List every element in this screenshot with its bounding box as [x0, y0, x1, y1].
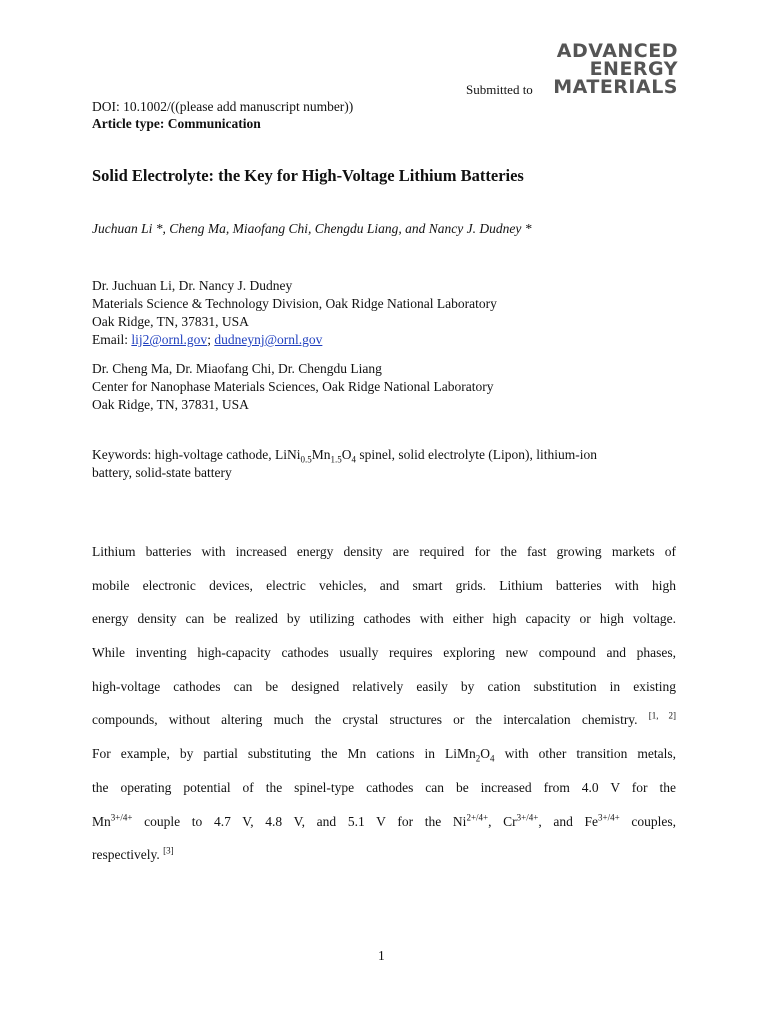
body-line-6: [92, 712, 676, 746]
body-line-5: high-voltage cathodes can be designed relatively easily by cation substitution in existing: [92, 678, 676, 694]
affiliation-1: [92, 277, 497, 349]
paper-title: Solid Electrolyte: the Key for High-Voltage Lithium Batteries: [92, 166, 524, 185]
citation-1-2[interactable]: [1, 2]: [648, 710, 676, 721]
logo-line-1: ADVANCED: [556, 40, 678, 62]
keywords-sub-2: 1.5: [330, 454, 342, 465]
logo-line-2: ENERGY: [589, 58, 678, 80]
body-line-2: mobile electronic devices, electric vehicles, and smart grids. Lithium batteries with high: [92, 577, 676, 593]
body-line-7a: For example, by partial substituting the Mn cations in LiMn: [92, 746, 476, 762]
body-line-7-sub-2: 4: [490, 753, 495, 764]
body-paragraph: [92, 544, 676, 881]
email-link-lij2[interactable]: lij2@ornl.gov: [131, 332, 208, 347]
body-line-9d: , and Fe: [538, 813, 599, 829]
body-line-9: [92, 814, 676, 848]
page-number: 1: [378, 948, 385, 963]
affiliation-2: [92, 360, 494, 414]
doi-line: DOI: 10.1002/((please add manuscript number)): [92, 99, 354, 114]
journal-logo: [544, 42, 678, 98]
keywords-line-2: battery, solid-state battery: [92, 465, 232, 480]
keywords-line-1: [92, 446, 682, 464]
keywords-suffix: spinel, solid electrolyte (Lipon), lithium-ion: [355, 447, 598, 462]
email-separator: ;: [207, 332, 215, 347]
affiliation-2-names: Dr. Cheng Ma, Dr. Miaofang Chi, Dr. Chengdu Liang: [92, 361, 382, 376]
body-line-7-sub-1: 2: [475, 753, 481, 764]
body-line-9-sup-4: 3+/4+: [598, 812, 620, 822]
article-type: Article type: Communication: [92, 116, 261, 131]
body-line-9-sup-2: 2+/4+: [466, 812, 489, 822]
keywords-prefix: Keywords: high-voltage cathode, LiNi: [92, 447, 301, 462]
body-line-7: [92, 746, 676, 780]
affiliation-1-names: Dr. Juchuan Li, Dr. Nancy J. Dudney: [92, 278, 293, 293]
author-list: Juchuan Li *, Cheng Ma, Miaofang Chi, Chengdu Liang, and Nancy J. Dudney *: [92, 221, 532, 236]
body-line-9-sup-1: 3+/4+: [110, 812, 133, 822]
body-line-8: the operating potential of the spinel-type cathodes can be increased from 4.0 V for the: [92, 779, 676, 795]
email-label: Email:: [92, 332, 132, 347]
keywords-sub-3: 4: [351, 454, 356, 465]
affiliation-2-city: Oak Ridge, TN, 37831, USA: [92, 397, 249, 412]
affiliation-1-division: Materials Science & Technology Division, Oak Ridge National Laboratory: [92, 296, 497, 311]
body-line-10-text: respectively.: [92, 847, 160, 863]
body-line-9b: couple to 4.7 V, 4.8 V, and 5.1 V for the Ni: [132, 813, 467, 829]
affiliation-1-city: Oak Ridge, TN, 37831, USA: [92, 314, 249, 329]
body-line-1: Lithium batteries with increased energy density are required for the fast growing markets of: [92, 544, 676, 559]
keywords: [92, 446, 682, 482]
body-line-10: [92, 847, 676, 881]
logo-line-3: MATERIALS: [553, 76, 678, 98]
email-link-dudneynj[interactable]: dudneynj@ornl.gov: [214, 332, 323, 347]
keywords-sub-1: 0.5: [300, 454, 312, 465]
affiliation-1-email: [92, 331, 497, 349]
affiliation-2-division: Center for Nanophase Materials Sciences, Oak Ridge National Laboratory: [92, 379, 494, 394]
citation-3[interactable]: [3]: [163, 845, 174, 856]
body-line-4: While inventing high-capacity cathodes usually requires exploring new compound and phases,: [92, 645, 676, 661]
body-line-9-sup-3: 3+/4+: [516, 812, 539, 822]
body-line-9e: couples,: [619, 813, 676, 829]
body-line-7b: O: [480, 746, 491, 762]
body-line-6-text: compounds, without altering much the crystal structures or the intercalation chemistry.: [92, 712, 638, 728]
body-line-9a: Mn: [92, 813, 111, 829]
keywords-mn: Mn: [311, 447, 331, 462]
body-line-9c: , Cr: [488, 813, 517, 829]
submitted-to-label: Submitted to: [466, 82, 533, 97]
body-line-3: energy density can be realized by utilizing cathodes with either high capacity or high voltage.: [92, 611, 676, 627]
body-line-7c: with other transition metals,: [494, 746, 676, 762]
keywords-o: O: [341, 447, 352, 462]
